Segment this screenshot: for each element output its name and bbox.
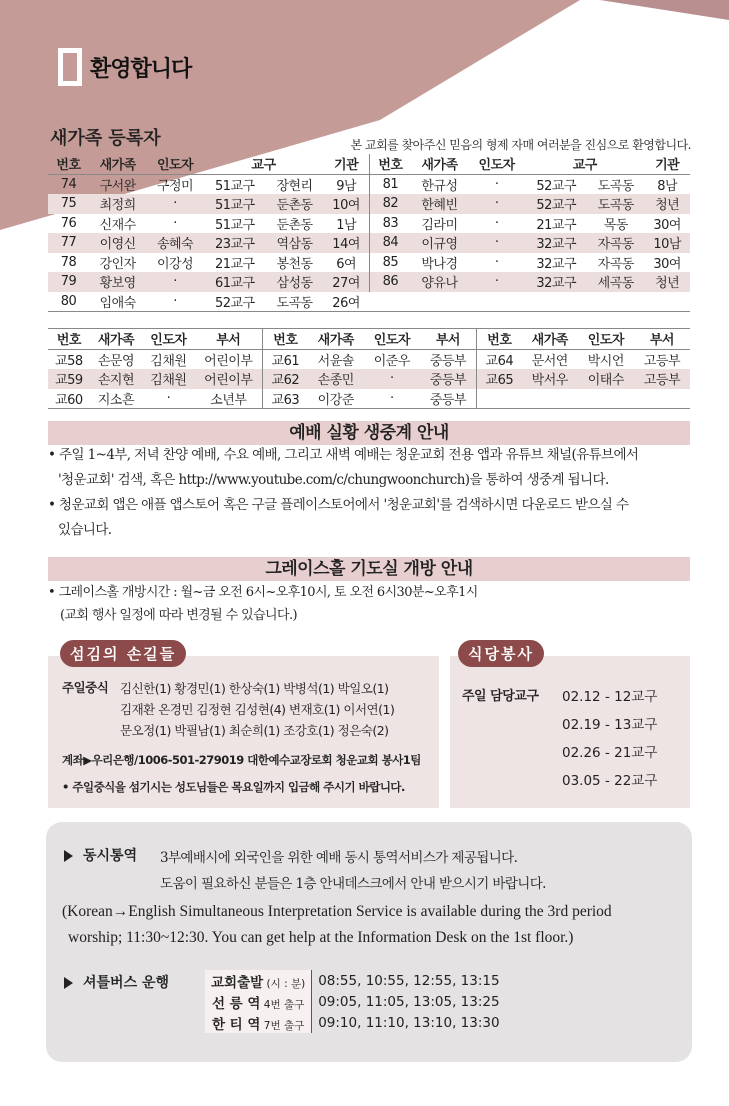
- table-cell: 26여: [332, 295, 360, 311]
- table-cell: 이영신: [99, 237, 136, 253]
- column-header: 번호: [263, 329, 308, 349]
- table-cell: 51교구: [214, 217, 255, 233]
- table-cell: 86: [382, 274, 399, 290]
- interpret-text-ko: [160, 845, 546, 897]
- table-cell: 9남: [336, 178, 357, 194]
- table-cell: 삼성동: [276, 276, 313, 292]
- shuttle-stop-name: 한 티 역: [211, 1016, 261, 1033]
- table-cell: 85: [382, 254, 399, 270]
- table-cell: 8남: [657, 178, 678, 194]
- flowers-account: 계좌▶우리은행/1006-501-279019 대한예수교장로회 청운교회 봉사1팀: [62, 753, 421, 767]
- interpret-label-text: 동시통역: [83, 848, 138, 864]
- cafeteria-badge: 식당봉사: [458, 640, 544, 667]
- table-cell: 32교구: [536, 276, 577, 292]
- table-cell: 이준우: [373, 353, 410, 369]
- table-cell: 77: [60, 235, 77, 251]
- table-row: [48, 194, 369, 214]
- table-row: [48, 214, 369, 234]
- column-header: 인도자: [364, 329, 420, 349]
- youth-col3: [476, 329, 690, 408]
- table-cell: 청년: [655, 276, 680, 292]
- table-row: [477, 389, 690, 409]
- column-header: 번호: [370, 154, 411, 174]
- flowers-line: 문오정(1) 박필남(1) 최순희(1) 조강호(1) 정은숙(2): [120, 723, 389, 738]
- table-row: [48, 349, 262, 369]
- broadcast-line: • 주일 1~4부, 저녁 찬양 예배, 수요 예배, 그리고 새벽 예배는 청운교회 전용 앱과 유튜브 채널(유튜브에서: [48, 447, 639, 463]
- shuttle-stop-name: 선 릉 역: [211, 995, 261, 1012]
- interpret-line: worship; 11:30~12:30. You can get help at the Information Desk on the 1st floor.): [68, 929, 574, 946]
- broadcast-text: [48, 443, 693, 543]
- table-row: [48, 253, 369, 273]
- table-cell: 10여: [332, 198, 360, 214]
- table-cell: 이강성: [156, 256, 194, 272]
- table-cell: 79: [60, 274, 77, 290]
- table-cell: 51교구: [214, 178, 255, 194]
- cafeteria-list: [562, 683, 657, 795]
- new-family-right: [369, 154, 690, 292]
- new-family-heading: 새가족 등록자: [50, 128, 161, 149]
- table-cell: ·: [166, 390, 171, 406]
- broadcast-line: • 청운교회 앱은 애플 앱스토어 혹은 구글 플레이스토어에서 '청운교회'를 검색하시면 다운로드 받으실 수: [48, 497, 629, 513]
- table-row: [370, 233, 690, 253]
- table-row: [48, 369, 262, 389]
- table-cell: 52교구: [536, 198, 577, 214]
- broadcast-line: 있습니다.: [58, 522, 112, 538]
- table-cell: 한규성: [421, 178, 458, 194]
- column-header: 번호: [48, 154, 89, 174]
- column-header: 인도자: [578, 329, 634, 349]
- table-cell: 84: [382, 235, 399, 251]
- interpret-text-en: [62, 899, 612, 951]
- table-cell: 양유나: [421, 276, 458, 292]
- table-cell: 장현리: [276, 178, 313, 194]
- table-row: [370, 272, 690, 292]
- table-cell: 교62: [271, 373, 300, 389]
- shuttle-times: 09:10, 11:10, 13:10, 13:30: [318, 1014, 500, 1031]
- column-header: 교구: [525, 154, 644, 174]
- table-row: [477, 349, 690, 369]
- table-cell: 손종민: [317, 373, 354, 389]
- triangle-icon: [64, 977, 73, 989]
- interpret-line: (Korean→English Simultaneous Interpretation Service is available during the 3rd period: [62, 903, 612, 920]
- interpret-line: 도움이 필요하신 분들은 1층 안내데스크에서 안내 받으시기 바랍니다.: [160, 876, 546, 892]
- table-row: [48, 389, 262, 409]
- table-cell: [522, 389, 578, 409]
- column-header: 기관: [644, 154, 690, 174]
- shuttle-row: [205, 970, 506, 991]
- table-cell: [477, 389, 522, 409]
- table-cell: 역삼동: [276, 237, 313, 253]
- table-cell: ·: [494, 254, 499, 270]
- table-cell: 김채원: [150, 353, 187, 369]
- table-row: [48, 272, 369, 292]
- table-cell: 도곡동: [597, 198, 634, 214]
- table-cell: 30여: [653, 256, 681, 272]
- table-cell: 74: [60, 176, 77, 192]
- cafeteria-label: 주일 담당교구: [462, 689, 539, 704]
- table-cell: 교65: [485, 373, 514, 389]
- table-cell: 어린이부: [204, 353, 253, 369]
- column-header: 새가족: [522, 329, 578, 349]
- cafeteria-item: 03.05 - 22교구: [562, 773, 658, 789]
- new-family-note: 본 교회를 찾아주신 믿음의 형제 자매 여러분을 진심으로 환영합니다.: [350, 138, 691, 152]
- table-cell: 최정희: [99, 198, 136, 214]
- table-cell: 둔촌동: [276, 217, 313, 233]
- youth-table: [48, 328, 690, 409]
- interpret-label: [64, 845, 137, 865]
- grace-heading: 그레이스홀 기도실 개방 안내: [48, 557, 690, 581]
- header: [58, 48, 191, 86]
- table-cell: 세곡동: [597, 276, 634, 292]
- table-cell: 교59: [55, 373, 83, 389]
- table-cell: 교60: [55, 392, 83, 408]
- table-cell: 둔촌동: [276, 198, 313, 214]
- table-cell: 75: [60, 196, 77, 212]
- shuttle-stop-sub: 7번 출구: [260, 1019, 305, 1032]
- table-cell: 80: [60, 293, 77, 309]
- table-row: [263, 389, 476, 409]
- new-family-left: [48, 154, 369, 311]
- table-cell: 손문영: [97, 353, 135, 369]
- grace-text: [48, 581, 693, 627]
- table-header-row: [48, 329, 262, 349]
- table-row: [370, 253, 690, 273]
- table-cell: 임애숙: [99, 295, 136, 311]
- shuttle-row: [205, 991, 506, 1012]
- table-cell: ·: [173, 293, 177, 309]
- table-cell: 중등부: [429, 392, 467, 408]
- cafeteria-item: 02.12 - 12교구: [562, 689, 658, 705]
- table-cell: 6여: [336, 256, 357, 272]
- table-cell: ·: [494, 196, 499, 212]
- table-header-row: [263, 329, 476, 349]
- table-cell: 신재수: [99, 217, 136, 233]
- column-header: 부서: [195, 329, 262, 349]
- flowers-line: 김신한(1) 황경민(1) 한상숙(1) 박병석(1) 박일오(1): [120, 681, 389, 696]
- table-cell: 교61: [271, 353, 300, 369]
- table-cell: [634, 389, 690, 409]
- shuttle-row: [205, 1012, 506, 1033]
- table-cell: ·: [173, 274, 177, 290]
- table-cell: 자곡동: [597, 256, 634, 272]
- table-cell: 지소흔: [97, 392, 135, 408]
- table-row: [370, 194, 690, 214]
- table-cell: ·: [390, 390, 394, 406]
- table-cell: 23교구: [214, 237, 255, 253]
- table-cell: 문서연: [531, 353, 568, 369]
- table-cell: 박서우: [531, 373, 568, 389]
- column-header: 인도자: [142, 329, 194, 349]
- table-cell: 52교구: [536, 178, 577, 194]
- table-cell: 81: [382, 176, 399, 192]
- table-header-row: [48, 154, 369, 174]
- table-cell: 구서완: [99, 178, 136, 194]
- table-row: [370, 214, 690, 234]
- title-box-icon: [58, 48, 82, 86]
- table-row: [48, 292, 369, 312]
- table-cell: 1남: [336, 217, 357, 233]
- column-header: 새가족: [411, 154, 468, 174]
- table-cell: 32교구: [536, 237, 577, 253]
- table-cell: 송혜숙: [156, 237, 194, 253]
- flowers-label: 주일중식: [62, 680, 109, 695]
- flowers-names: [120, 678, 394, 741]
- table-cell: 이규영: [421, 237, 458, 253]
- table-cell: 30여: [653, 217, 681, 233]
- table-row: [263, 349, 476, 369]
- column-header: 새가족: [90, 329, 142, 349]
- table-cell: 황보영: [99, 276, 136, 292]
- table-cell: 강인자: [99, 256, 136, 272]
- shuttle-stop-name: 교회출발: [211, 974, 264, 991]
- table-cell: 27여: [332, 276, 360, 292]
- table-cell: ·: [494, 235, 499, 251]
- interpret-line: 3부예배시에 외국인을 위한 예배 동시 통역서비스가 제공됩니다.: [160, 850, 518, 866]
- table-cell: 박시언: [587, 353, 624, 369]
- shuttle-label-text: 셔틀버스 운행: [83, 975, 170, 991]
- table-cell: 10남: [653, 237, 681, 253]
- table-cell: 중등부: [429, 373, 467, 389]
- table-cell: 김채원: [150, 373, 187, 389]
- table-cell: 82: [382, 196, 399, 212]
- table-cell: 32교구: [536, 256, 577, 272]
- grace-line: (교회 행사 일정에 따라 변경될 수 있습니다.): [60, 608, 297, 623]
- table-cell: [578, 389, 634, 409]
- page-title: 환영합니다: [90, 56, 192, 82]
- table-row: [370, 174, 690, 194]
- table-cell: 도곡동: [276, 295, 313, 311]
- table-cell: 21교구: [536, 217, 577, 233]
- cafeteria-item: 02.19 - 13교구: [562, 717, 658, 733]
- table-row: [477, 369, 690, 389]
- table-cell: 14여: [332, 237, 360, 253]
- table-cell: 손지현: [97, 373, 135, 389]
- column-header: 새가족: [89, 154, 146, 174]
- table-cell: 교64: [485, 353, 514, 369]
- column-header: 번호: [48, 329, 90, 349]
- shuttle-table: [205, 970, 506, 1033]
- shuttle-stop: [205, 991, 312, 1012]
- flowers-line: 김재환 온경민 김정현 김성현(4) 변재호(1) 이서연(1): [120, 702, 395, 717]
- table-cell: 목동: [603, 217, 628, 233]
- shuttle-stop-sub: (시 : 분): [263, 977, 306, 990]
- column-header: 번호: [477, 329, 522, 349]
- table-cell: 76: [60, 215, 77, 231]
- table-cell: ·: [494, 215, 499, 231]
- column-header: 기관: [323, 154, 369, 174]
- table-cell: 서윤솔: [317, 353, 354, 369]
- table-cell: ·: [494, 274, 499, 290]
- grace-line: • 그레이스홀 개방시간 : 월~금 오전 6시~오후10시, 토 오전 6시30분~오후1시: [48, 585, 478, 600]
- youth-col2: [262, 329, 476, 408]
- column-header: 새가족: [308, 329, 364, 349]
- table-cell: ·: [390, 371, 394, 387]
- column-header: 부서: [634, 329, 690, 349]
- table-cell: 봉천동: [276, 256, 313, 272]
- table-cell: 어린이부: [204, 373, 253, 389]
- table-cell: 61교구: [214, 276, 255, 292]
- flowers-notice: • 주일중식을 섬기시는 성도님들은 목요일까지 입금해 주시기 바랍니다.: [62, 780, 405, 794]
- table-cell: 소년부: [210, 392, 247, 408]
- broadcast-line: '청운교회' 검색, 혹은 http://www.youtube.com/c/chungwoonchurch)을 통하여 생중계 됩니다.: [58, 472, 609, 488]
- table-cell: 김라미: [421, 217, 458, 233]
- table-cell: 이강준: [317, 392, 354, 408]
- table-cell: 이태수: [587, 373, 624, 389]
- flowers-badge: 섬김의 손길들: [60, 640, 186, 667]
- table-cell: 52교구: [214, 295, 255, 311]
- shuttle-times: 09:05, 11:05, 13:05, 13:25: [318, 993, 500, 1010]
- table-header-row: [370, 154, 690, 174]
- table-cell: 51교구: [214, 198, 255, 214]
- table-cell: 자곡동: [597, 237, 634, 253]
- shuttle-stop: [205, 1012, 312, 1033]
- shuttle-stop-sub: 4번 출구: [260, 998, 305, 1011]
- table-cell: ·: [494, 176, 499, 192]
- table-cell: 21교구: [214, 256, 255, 272]
- table-cell: 교58: [55, 353, 83, 369]
- broadcast-heading: 예배 실황 생중계 안내: [48, 421, 690, 445]
- column-header: 인도자: [468, 154, 525, 174]
- new-family-table: [48, 154, 690, 312]
- table-cell: 박나경: [421, 256, 458, 272]
- table-cell: 도곡동: [597, 178, 634, 194]
- table-row: [263, 369, 476, 389]
- shuttle-label: [64, 972, 169, 992]
- table-cell: 교63: [271, 392, 300, 408]
- column-header: 부서: [420, 329, 476, 349]
- table-header-row: [477, 329, 690, 349]
- shuttle-times: 08:55, 10:55, 12:55, 13:15: [318, 972, 500, 989]
- shuttle-stop: [205, 970, 312, 991]
- table-row: [48, 233, 369, 253]
- youth-col1: [48, 329, 262, 408]
- triangle-icon: [64, 850, 73, 862]
- table-cell: 고등부: [643, 373, 681, 389]
- table-cell: 한혜빈: [421, 198, 458, 214]
- table-cell: 83: [382, 215, 399, 231]
- table-cell: 중등부: [429, 353, 467, 369]
- table-cell: ·: [173, 196, 177, 212]
- table-cell: 78: [60, 254, 77, 270]
- cafeteria-item: 02.26 - 21교구: [562, 745, 658, 761]
- column-header: 인도자: [146, 154, 203, 174]
- column-header: 교구: [204, 154, 324, 174]
- table-row: [48, 174, 369, 194]
- table-cell: 청년: [655, 198, 680, 214]
- table-cell: 구정미: [156, 178, 194, 194]
- table-cell: 고등부: [643, 353, 681, 369]
- table-cell: ·: [173, 215, 177, 231]
